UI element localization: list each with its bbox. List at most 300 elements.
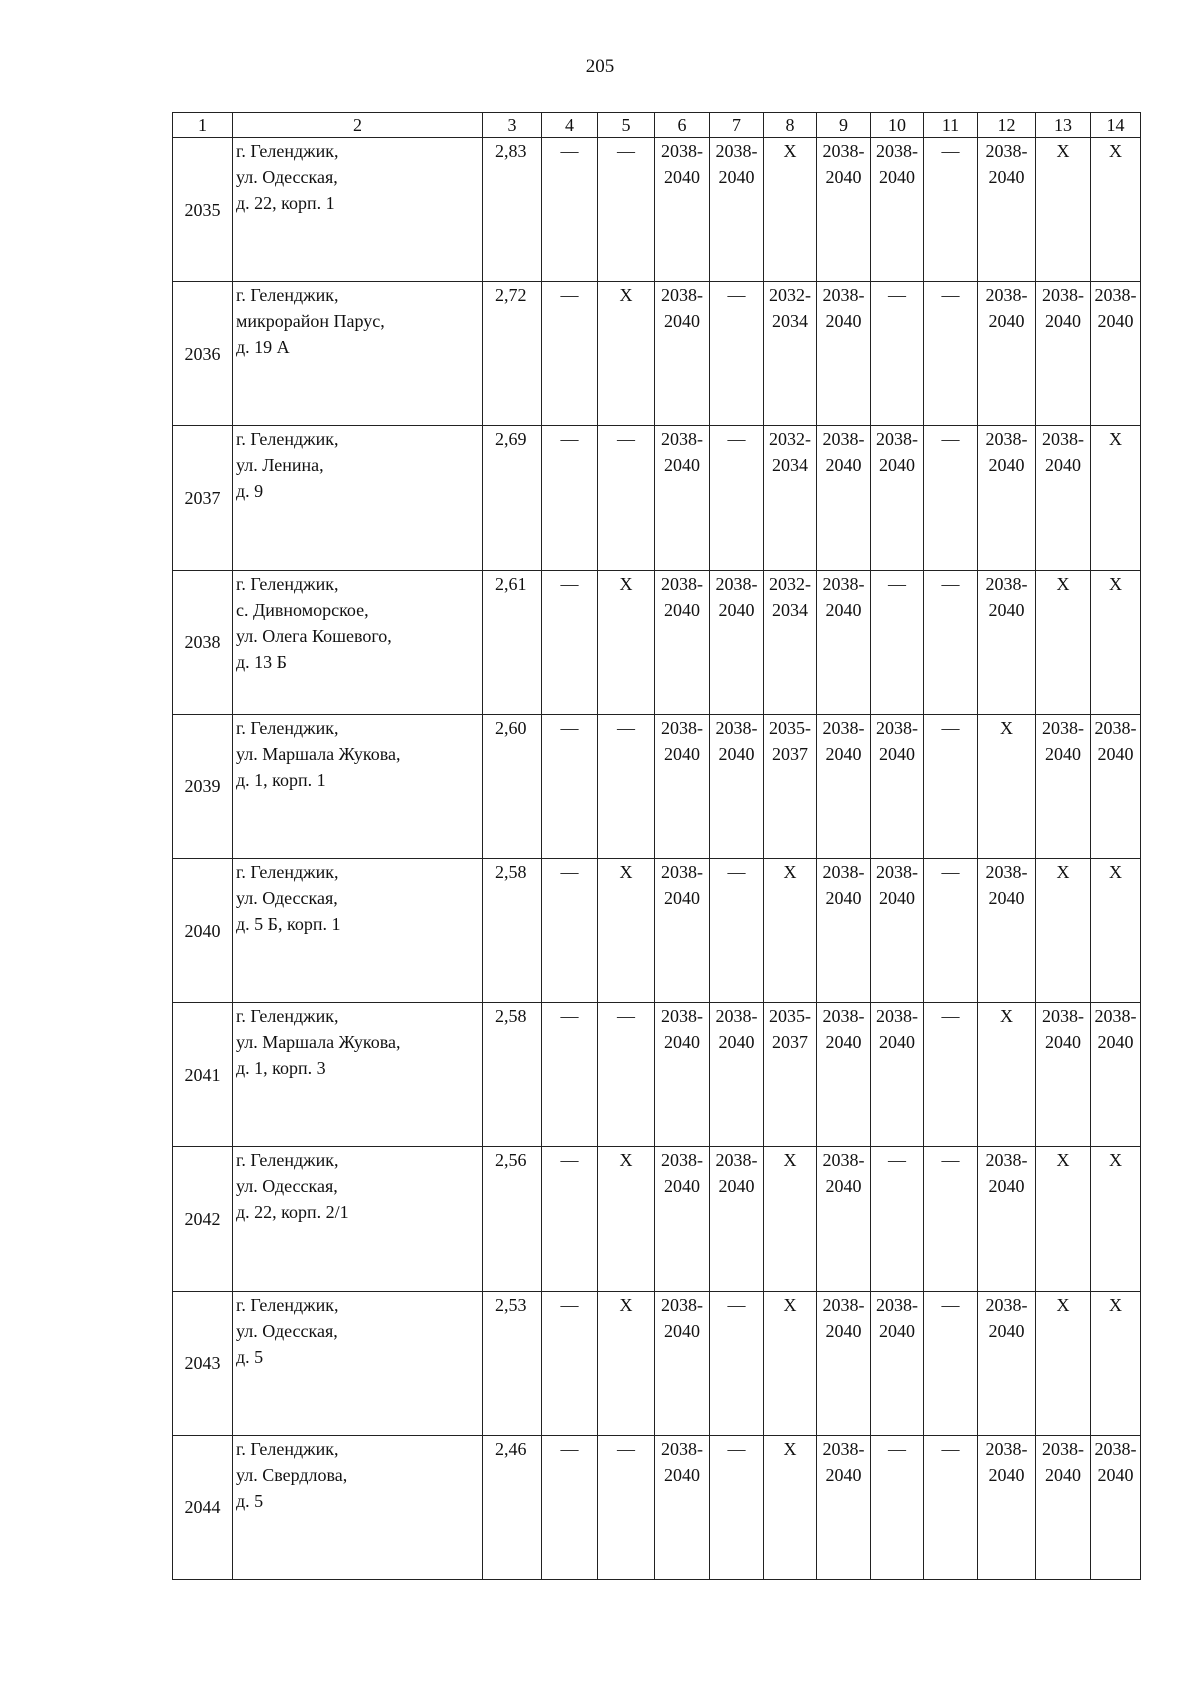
cell-text: 2038- [822, 573, 865, 594]
cell-text: 2040 [664, 1464, 700, 1485]
period-cell [764, 282, 817, 426]
cell-text: 2038- [822, 1006, 865, 1027]
cell-text: 2038- [1094, 1438, 1137, 1459]
cell-text: — [941, 1438, 960, 1459]
cell-text: 2040 [718, 1032, 755, 1053]
period-cell [978, 282, 1036, 426]
cell-text: X [619, 1150, 633, 1171]
period-cell [710, 1291, 764, 1435]
period-cell [1036, 570, 1091, 714]
cell-text: — [560, 1150, 579, 1171]
cell-text: X [1056, 140, 1070, 161]
cell-text: 2038- [1042, 1438, 1084, 1459]
period-cell [817, 1291, 871, 1435]
period-cell [1036, 1003, 1091, 1147]
cell-text: 2038- [985, 429, 1028, 450]
cell-text: 2040 [988, 599, 1025, 620]
address-line: г. Геленджик, [236, 573, 339, 594]
cell-text: 2035- [769, 1006, 811, 1027]
cell-text: — [617, 1438, 635, 1459]
cell-text: 2038- [661, 140, 703, 161]
period-cell [542, 1435, 598, 1579]
cell-text: 2040 [1097, 1032, 1134, 1053]
column-header: 9 [817, 113, 871, 138]
period-cell [764, 858, 817, 1002]
period-cell [598, 1147, 655, 1291]
period-cell [817, 714, 871, 858]
cell-text: — [941, 1150, 960, 1171]
period-cell [924, 714, 978, 858]
period-cell [924, 570, 978, 714]
period-cell [598, 1291, 655, 1435]
cell-text: — [560, 1006, 579, 1027]
address-cell [233, 1003, 483, 1147]
address-line: ул. Свердлова, [236, 1464, 348, 1485]
address-cell [233, 282, 483, 426]
cell-text: 2038- [715, 573, 758, 594]
cell-text: — [617, 1006, 635, 1027]
cell-text: 2040 [825, 887, 862, 908]
cell-text: 2038- [985, 1294, 1028, 1315]
period-cell [598, 570, 655, 714]
period-cell [655, 282, 710, 426]
cell-text: 2038- [661, 717, 703, 738]
period-cell [655, 1435, 710, 1579]
period-cell [871, 1291, 924, 1435]
row-number: 2042 [173, 1147, 233, 1291]
address-cell [233, 714, 483, 858]
cell-text: 2038- [1042, 1006, 1084, 1027]
address-cell [233, 426, 483, 570]
cell-text: 2040 [825, 1176, 862, 1197]
column-header: 11 [924, 113, 978, 138]
period-cell [924, 1291, 978, 1435]
period-cell [598, 714, 655, 858]
cell-text: 2040 [718, 743, 755, 764]
address-line: ул. Одесская, [236, 166, 338, 187]
address-line: д. 9 [236, 481, 264, 502]
address-line: ул. Одесская, [236, 1320, 338, 1341]
period-cell [1091, 1435, 1141, 1579]
period-cell [1091, 1291, 1141, 1435]
table-row [173, 137, 1141, 281]
period-cell [978, 1003, 1036, 1147]
cell-text: 2040 [879, 887, 915, 908]
address-line: г. Геленджик, [236, 1006, 339, 1027]
cell-text: 2038- [985, 140, 1028, 161]
row-number: 2041 [173, 1003, 233, 1147]
cell-text: 2038- [876, 140, 918, 161]
period-cell [1036, 714, 1091, 858]
value-cell: 2,46 [483, 1435, 542, 1579]
value-cell: 2,69 [483, 426, 542, 570]
row-number: 2036 [173, 282, 233, 426]
period-cell [1091, 858, 1141, 1002]
period-cell [817, 1435, 871, 1579]
cell-text: 2038- [985, 861, 1028, 882]
cell-text: 2040 [988, 1176, 1025, 1197]
address-cell [233, 1435, 483, 1579]
period-cell [655, 858, 710, 1002]
cell-text: — [941, 573, 960, 594]
period-cell [817, 1147, 871, 1291]
address-line: д. 1, корп. 1 [236, 769, 326, 790]
period-cell [924, 137, 978, 281]
cell-text: 2038- [661, 429, 703, 450]
table-row [173, 858, 1141, 1002]
period-cell [1036, 1147, 1091, 1291]
table-body [173, 113, 1141, 1580]
column-header: 1 [173, 113, 233, 138]
cell-text: 2040 [879, 455, 915, 476]
cell-text: X [783, 861, 797, 882]
cell-text: — [727, 429, 746, 450]
cell-text: 2040 [1097, 311, 1134, 332]
period-cell [871, 426, 924, 570]
period-cell [542, 426, 598, 570]
cell-text: 2032- [769, 429, 811, 450]
period-cell [978, 1435, 1036, 1579]
period-cell [542, 1003, 598, 1147]
column-header: 6 [655, 113, 710, 138]
period-cell [978, 426, 1036, 570]
period-cell [817, 1003, 871, 1147]
address-line: ул. Одесская, [236, 1176, 338, 1197]
period-cell [1036, 426, 1091, 570]
cell-text: 2038- [822, 1150, 865, 1171]
period-cell [1091, 570, 1141, 714]
address-line: д. 5 [236, 1346, 264, 1367]
cell-text: X [619, 861, 633, 882]
cell-text: 2038- [822, 717, 865, 738]
address-line: г. Геленджик, [236, 429, 339, 450]
cell-text: — [941, 429, 960, 450]
period-cell [710, 137, 764, 281]
period-cell [764, 426, 817, 570]
cell-text: 2040 [664, 599, 700, 620]
period-cell [655, 1291, 710, 1435]
column-header: 10 [871, 113, 924, 138]
cell-text: X [1109, 429, 1122, 450]
period-cell [598, 858, 655, 1002]
period-cell [598, 137, 655, 281]
cell-text: 2040 [664, 743, 700, 764]
address-line: г. Геленджик, [236, 1294, 339, 1315]
table-row [173, 1435, 1141, 1579]
row-number: 2035 [173, 137, 233, 281]
table-row [173, 1147, 1141, 1291]
cell-text: 2040 [825, 311, 862, 332]
address-line: ул. Маршала Жукова, [236, 1032, 401, 1053]
period-cell [542, 714, 598, 858]
cell-text: 2040 [664, 1320, 700, 1341]
address-cell [233, 1291, 483, 1435]
header-row [173, 113, 1141, 138]
column-header: 7 [710, 113, 764, 138]
cell-text: — [941, 861, 960, 882]
cell-text: 2040 [825, 1320, 862, 1341]
period-cell [598, 282, 655, 426]
cell-text: 2038- [661, 1294, 703, 1315]
cell-text: 2040 [825, 166, 862, 187]
cell-text: X [783, 1294, 797, 1315]
address-line: д. 5 [236, 1490, 264, 1511]
table-row [173, 714, 1141, 858]
cell-text: 2034 [772, 599, 808, 620]
period-cell [924, 426, 978, 570]
cell-text: 2038- [876, 429, 918, 450]
period-cell [817, 570, 871, 714]
address-line: ул. Олега Кошевого, [236, 625, 392, 646]
cell-text: 2040 [718, 1176, 755, 1197]
cell-text: 2040 [1097, 1464, 1134, 1485]
cell-text: — [888, 285, 906, 306]
address-cell [233, 570, 483, 714]
cell-text: X [783, 1150, 797, 1171]
row-number: 2038 [173, 570, 233, 714]
cell-text: — [560, 717, 579, 738]
page-number: 205 [585, 56, 615, 77]
cell-text: 2040 [988, 1464, 1025, 1485]
period-cell [978, 714, 1036, 858]
period-cell [871, 858, 924, 1002]
period-cell [542, 1291, 598, 1435]
address-line: с. Дивноморское, [236, 599, 369, 620]
cell-text: 2040 [879, 166, 915, 187]
cell-text: 2040 [988, 887, 1025, 908]
cell-text: 2040 [879, 743, 915, 764]
row-number: 2043 [173, 1291, 233, 1435]
cell-text: 2038- [661, 573, 703, 594]
period-cell [871, 137, 924, 281]
cell-text: X [619, 285, 633, 306]
period-cell [1036, 1435, 1091, 1579]
cell-text: — [888, 573, 906, 594]
address-cell [233, 137, 483, 281]
cell-text: 2035- [769, 717, 811, 738]
address-line: г. Геленджик, [236, 1438, 339, 1459]
cell-text: 2038- [876, 717, 918, 738]
period-cell [1091, 137, 1141, 281]
period-cell [978, 1147, 1036, 1291]
address-line: д. 13 Б [236, 651, 287, 672]
period-cell [542, 1147, 598, 1291]
cell-text: 2038- [661, 861, 703, 882]
cell-text: 2040 [988, 311, 1025, 332]
period-cell [1091, 426, 1141, 570]
period-cell [655, 714, 710, 858]
cell-text: X [1056, 861, 1070, 882]
cell-text: — [727, 1294, 746, 1315]
cell-text: X [1109, 573, 1122, 594]
period-cell [710, 282, 764, 426]
cell-text: 2038- [876, 861, 918, 882]
cell-text: X [1000, 717, 1013, 738]
cell-text: 2040 [1045, 743, 1081, 764]
period-cell [978, 137, 1036, 281]
cell-text: — [560, 1438, 579, 1459]
period-cell [871, 1147, 924, 1291]
period-cell [871, 714, 924, 858]
cell-text: — [560, 429, 579, 450]
cell-text: 2038- [715, 1006, 758, 1027]
period-cell [817, 858, 871, 1002]
value-cell: 2,53 [483, 1291, 542, 1435]
address-line: д. 5 Б, корп. 1 [236, 913, 341, 934]
cell-text: 2038- [985, 1438, 1028, 1459]
column-header: 12 [978, 113, 1036, 138]
cell-text: 2038- [985, 285, 1028, 306]
column-header: 8 [764, 113, 817, 138]
value-cell: 2,83 [483, 137, 542, 281]
period-cell [542, 282, 598, 426]
row-number: 2037 [173, 426, 233, 570]
period-cell [542, 570, 598, 714]
value-cell: 2,60 [483, 714, 542, 858]
period-cell [710, 858, 764, 1002]
cell-text: 2038- [985, 573, 1028, 594]
cell-text: 2032- [769, 573, 811, 594]
cell-text: — [617, 429, 635, 450]
cell-text: 2038- [715, 1150, 758, 1171]
period-cell [655, 426, 710, 570]
cell-text: 2040 [825, 743, 862, 764]
period-cell [655, 1147, 710, 1291]
cell-text: — [727, 285, 746, 306]
period-cell [1091, 1003, 1141, 1147]
address-line: ул. Ленина, [236, 455, 324, 476]
cell-text: 2038- [876, 1294, 918, 1315]
period-cell [710, 1003, 764, 1147]
cell-text: 2037 [772, 1032, 808, 1053]
cell-text: 2038- [1094, 285, 1137, 306]
cell-text: 2040 [718, 599, 755, 620]
period-cell [1036, 137, 1091, 281]
period-cell [1091, 714, 1141, 858]
cell-text: 2040 [718, 166, 755, 187]
address-line: д. 22, корп. 2/1 [236, 1202, 349, 1223]
period-cell [542, 137, 598, 281]
cell-text: X [1056, 573, 1070, 594]
cell-text: — [727, 1438, 746, 1459]
row-number: 2040 [173, 858, 233, 1002]
cell-text: 2038- [822, 861, 865, 882]
address-line: д. 1, корп. 3 [236, 1058, 326, 1079]
cell-text: — [941, 717, 960, 738]
cell-text: 2038- [715, 140, 758, 161]
cell-text: 2040 [664, 1032, 700, 1053]
cell-text: — [560, 140, 579, 161]
address-line: микрорайон Парус, [236, 311, 385, 332]
value-cell: 2,56 [483, 1147, 542, 1291]
period-cell [1091, 1147, 1141, 1291]
cell-text: 2038- [822, 429, 865, 450]
cell-text: — [941, 140, 960, 161]
period-cell [764, 137, 817, 281]
table-row [173, 426, 1141, 570]
cell-text: X [1109, 861, 1122, 882]
period-cell [1091, 282, 1141, 426]
cell-text: 2038- [822, 285, 865, 306]
cell-text: 2040 [664, 455, 700, 476]
cell-text: 2040 [825, 1032, 862, 1053]
cell-text: 2038- [661, 285, 703, 306]
cell-text: X [1109, 1294, 1122, 1315]
value-cell: 2,72 [483, 282, 542, 426]
cell-text: X [1109, 140, 1122, 161]
cell-text: X [619, 573, 633, 594]
period-cell [655, 1003, 710, 1147]
period-cell [817, 137, 871, 281]
cell-text: 2038- [1094, 1006, 1137, 1027]
period-cell [817, 426, 871, 570]
period-cell [710, 570, 764, 714]
period-cell [1036, 1291, 1091, 1435]
period-cell [924, 1147, 978, 1291]
cell-text: — [888, 1150, 906, 1171]
cell-text: 2038- [876, 1006, 918, 1027]
cell-text: X [1109, 1150, 1122, 1171]
cell-text: 2034 [772, 455, 808, 476]
value-cell: 2,58 [483, 858, 542, 1002]
period-cell [598, 1435, 655, 1579]
cell-text: 2040 [1045, 455, 1081, 476]
period-cell [598, 426, 655, 570]
period-cell [924, 282, 978, 426]
period-cell [710, 714, 764, 858]
period-cell [655, 570, 710, 714]
cell-text: — [560, 285, 579, 306]
period-cell [542, 858, 598, 1002]
period-cell [764, 570, 817, 714]
period-cell [710, 1435, 764, 1579]
period-cell [655, 137, 710, 281]
cell-text: 2040 [664, 166, 700, 187]
cell-text: — [941, 1006, 960, 1027]
cell-text: 2040 [879, 1032, 915, 1053]
cell-text: — [617, 717, 635, 738]
period-cell [978, 858, 1036, 1002]
cell-text: — [560, 573, 579, 594]
address-line: г. Геленджик, [236, 717, 339, 738]
period-cell [710, 426, 764, 570]
address-line: г. Геленджик, [236, 1150, 339, 1171]
address-cell [233, 858, 483, 1002]
cell-text: X [1000, 1006, 1013, 1027]
cell-text: 2040 [1097, 743, 1134, 764]
column-header: 5 [598, 113, 655, 138]
table-row [173, 1003, 1141, 1147]
period-cell [871, 282, 924, 426]
column-header: 14 [1091, 113, 1141, 138]
cell-text: — [617, 140, 635, 161]
cell-text: 2040 [825, 455, 862, 476]
table-row [173, 1291, 1141, 1435]
cell-text: 2040 [1045, 311, 1081, 332]
period-cell [978, 1291, 1036, 1435]
registry-table [172, 112, 1141, 1580]
cell-text: 2038- [822, 1294, 865, 1315]
cell-text: 2038- [822, 140, 865, 161]
cell-text: 2038- [1042, 429, 1084, 450]
cell-text: 2038- [1094, 717, 1137, 738]
cell-text: 2037 [772, 743, 808, 764]
cell-text: 2038- [661, 1438, 703, 1459]
row-number: 2039 [173, 714, 233, 858]
cell-text: X [1056, 1294, 1070, 1315]
period-cell [924, 858, 978, 1002]
table-row [173, 282, 1141, 426]
